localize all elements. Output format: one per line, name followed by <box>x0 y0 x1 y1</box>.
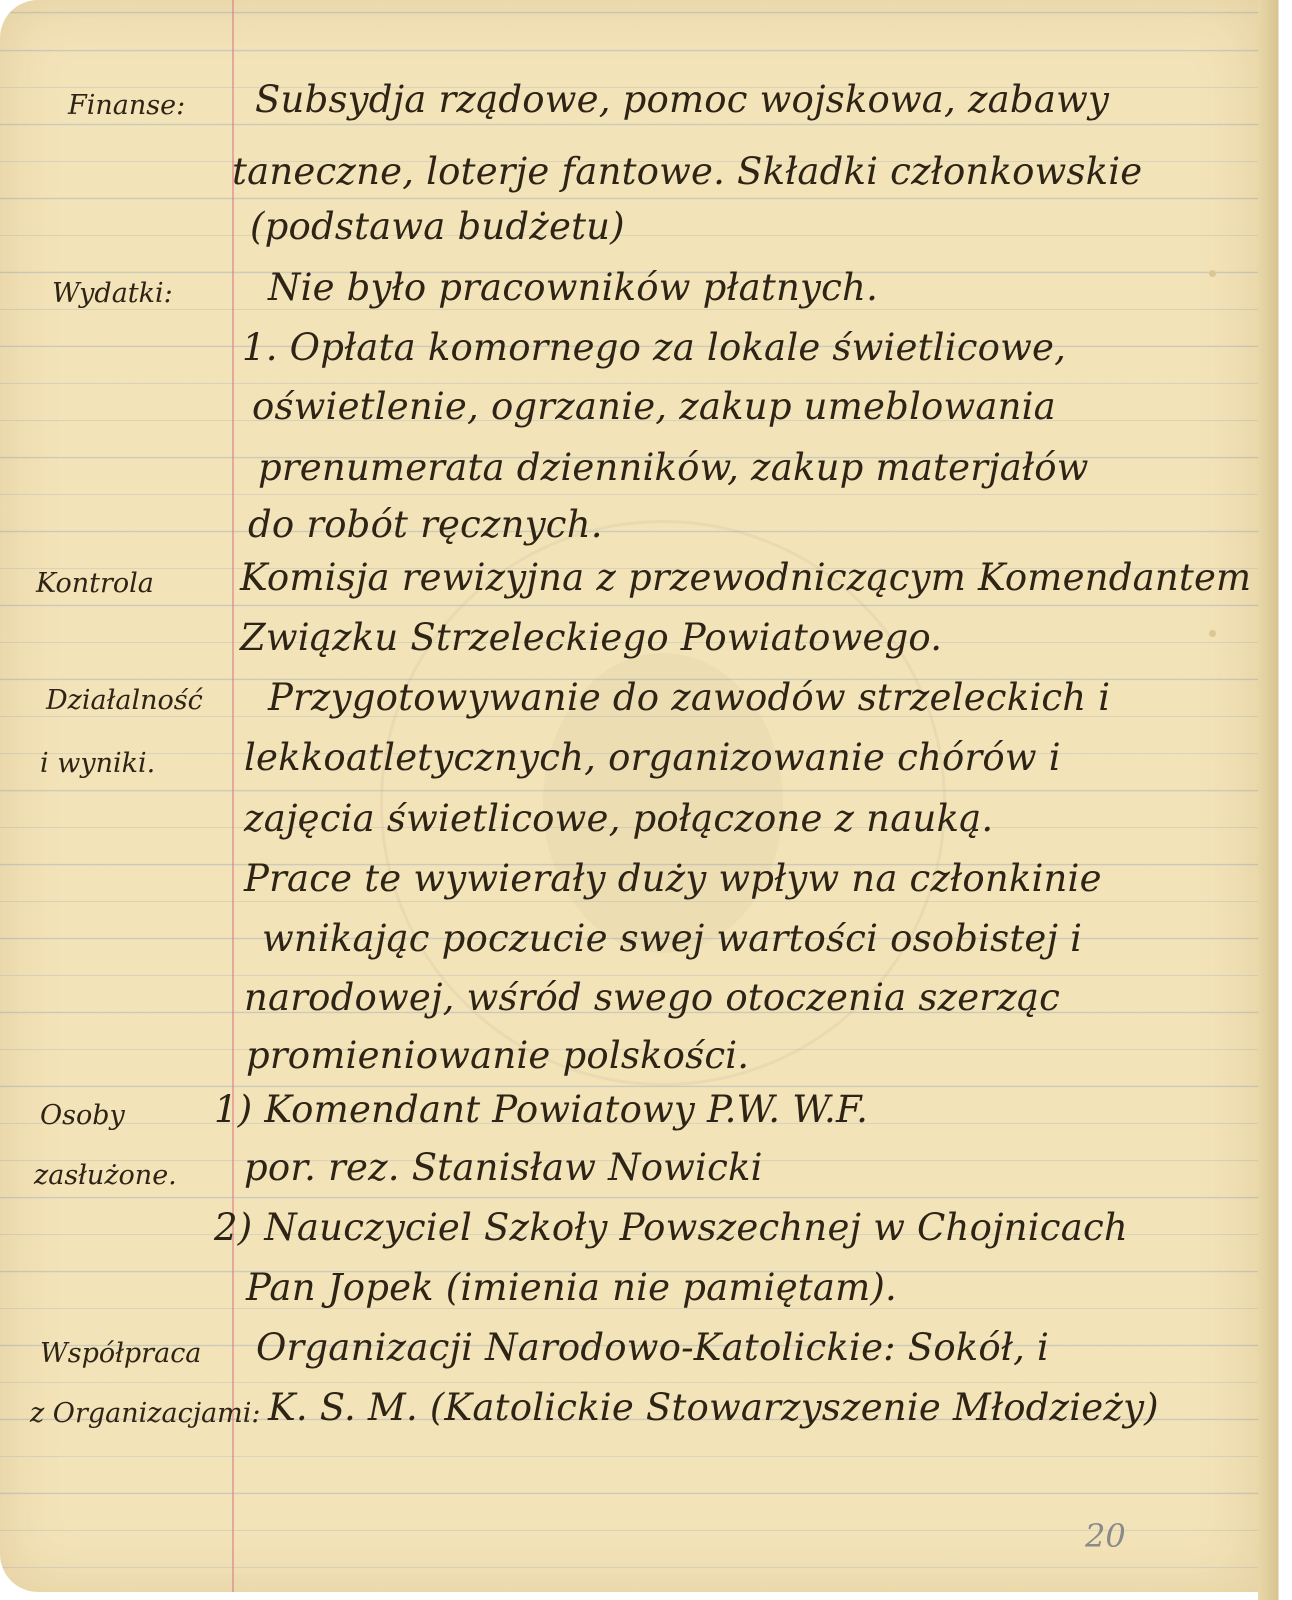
section-label-wydatki: Wydatki: <box>52 278 173 309</box>
section-label-wyniki: i wyniki. <box>40 748 156 779</box>
text-line: K. S. M. (Katolickie Stowarzyszenie Młodzieży) <box>268 1386 1159 1429</box>
text-line: promieniowanie polskości. <box>246 1034 750 1077</box>
text-line: do robót ręcznych. <box>248 503 603 546</box>
text-line: prenumerata dzienników, zakup materjałów <box>258 446 1089 489</box>
text-line: 1. Opłata komornego za lokale świetlicowe, <box>242 326 1067 369</box>
text-line: zajęcia świetlicowe, połączone z nauką. <box>244 797 994 840</box>
text-line: Subsydja rządowe, pomoc wojskowa, zabawy <box>255 78 1110 121</box>
binding-hole <box>1209 630 1216 637</box>
section-label-zasluzone: zasłużone. <box>34 1160 177 1191</box>
text-line: por. rez. Stanisław Nowicki <box>244 1146 763 1189</box>
section-label-finanse: Finanse: <box>68 90 186 121</box>
text-line: 2) Nauczyciel Szkoły Powszechnej w Chojnicach <box>214 1206 1128 1249</box>
text-line: lekkoatletycznych, organizowanie chórów i <box>244 736 1061 779</box>
text-line: Nie było pracowników płatnych. <box>268 266 879 309</box>
section-label-wspolpraca: Współpraca <box>40 1338 202 1369</box>
text-line: wnikając poczucie swej wartości osobistej i <box>262 917 1083 960</box>
notebook-binding-edge <box>1258 0 1292 1600</box>
text-line: narodowej, wśród swego otoczenia szerząc <box>244 976 1061 1019</box>
text-line: Związku Strzeleckiego Powiatowego. <box>240 616 943 659</box>
binding-hole <box>1209 270 1216 277</box>
text-line: taneczne, loterje fantowe. Składki członkowskie <box>232 150 1143 193</box>
margin-line <box>232 0 234 1592</box>
text-line: oświetlenie, ogrzanie, zakup umeblowania <box>252 385 1056 428</box>
section-label-dzialalnosc: Działalność <box>46 685 203 716</box>
section-label-organizacjami: z Organizacjami: <box>30 1398 261 1429</box>
page-number: 20 <box>1085 1517 1126 1555</box>
section-label-osoby: Osoby <box>40 1100 125 1131</box>
section-label-kontrola: Kontrola <box>36 568 154 599</box>
text-line: Przygotowywanie do zawodów strzeleckich i <box>268 676 1111 719</box>
text-line: 1) Komendant Powiatowy P.W. W.F. <box>214 1088 869 1131</box>
text-line: Komisja rewizyjna z przewodniczącym Komendantem <box>240 556 1252 599</box>
text-line: Organizacji Narodowo-Katolickie: Sokół, i <box>256 1326 1050 1369</box>
text-line: Pan Jopek (imienia nie pamiętam). <box>246 1266 898 1309</box>
text-line: (podstawa budżetu) <box>250 205 625 248</box>
text-line: Prace te wywierały duży wpływ na członkinie <box>244 857 1102 900</box>
